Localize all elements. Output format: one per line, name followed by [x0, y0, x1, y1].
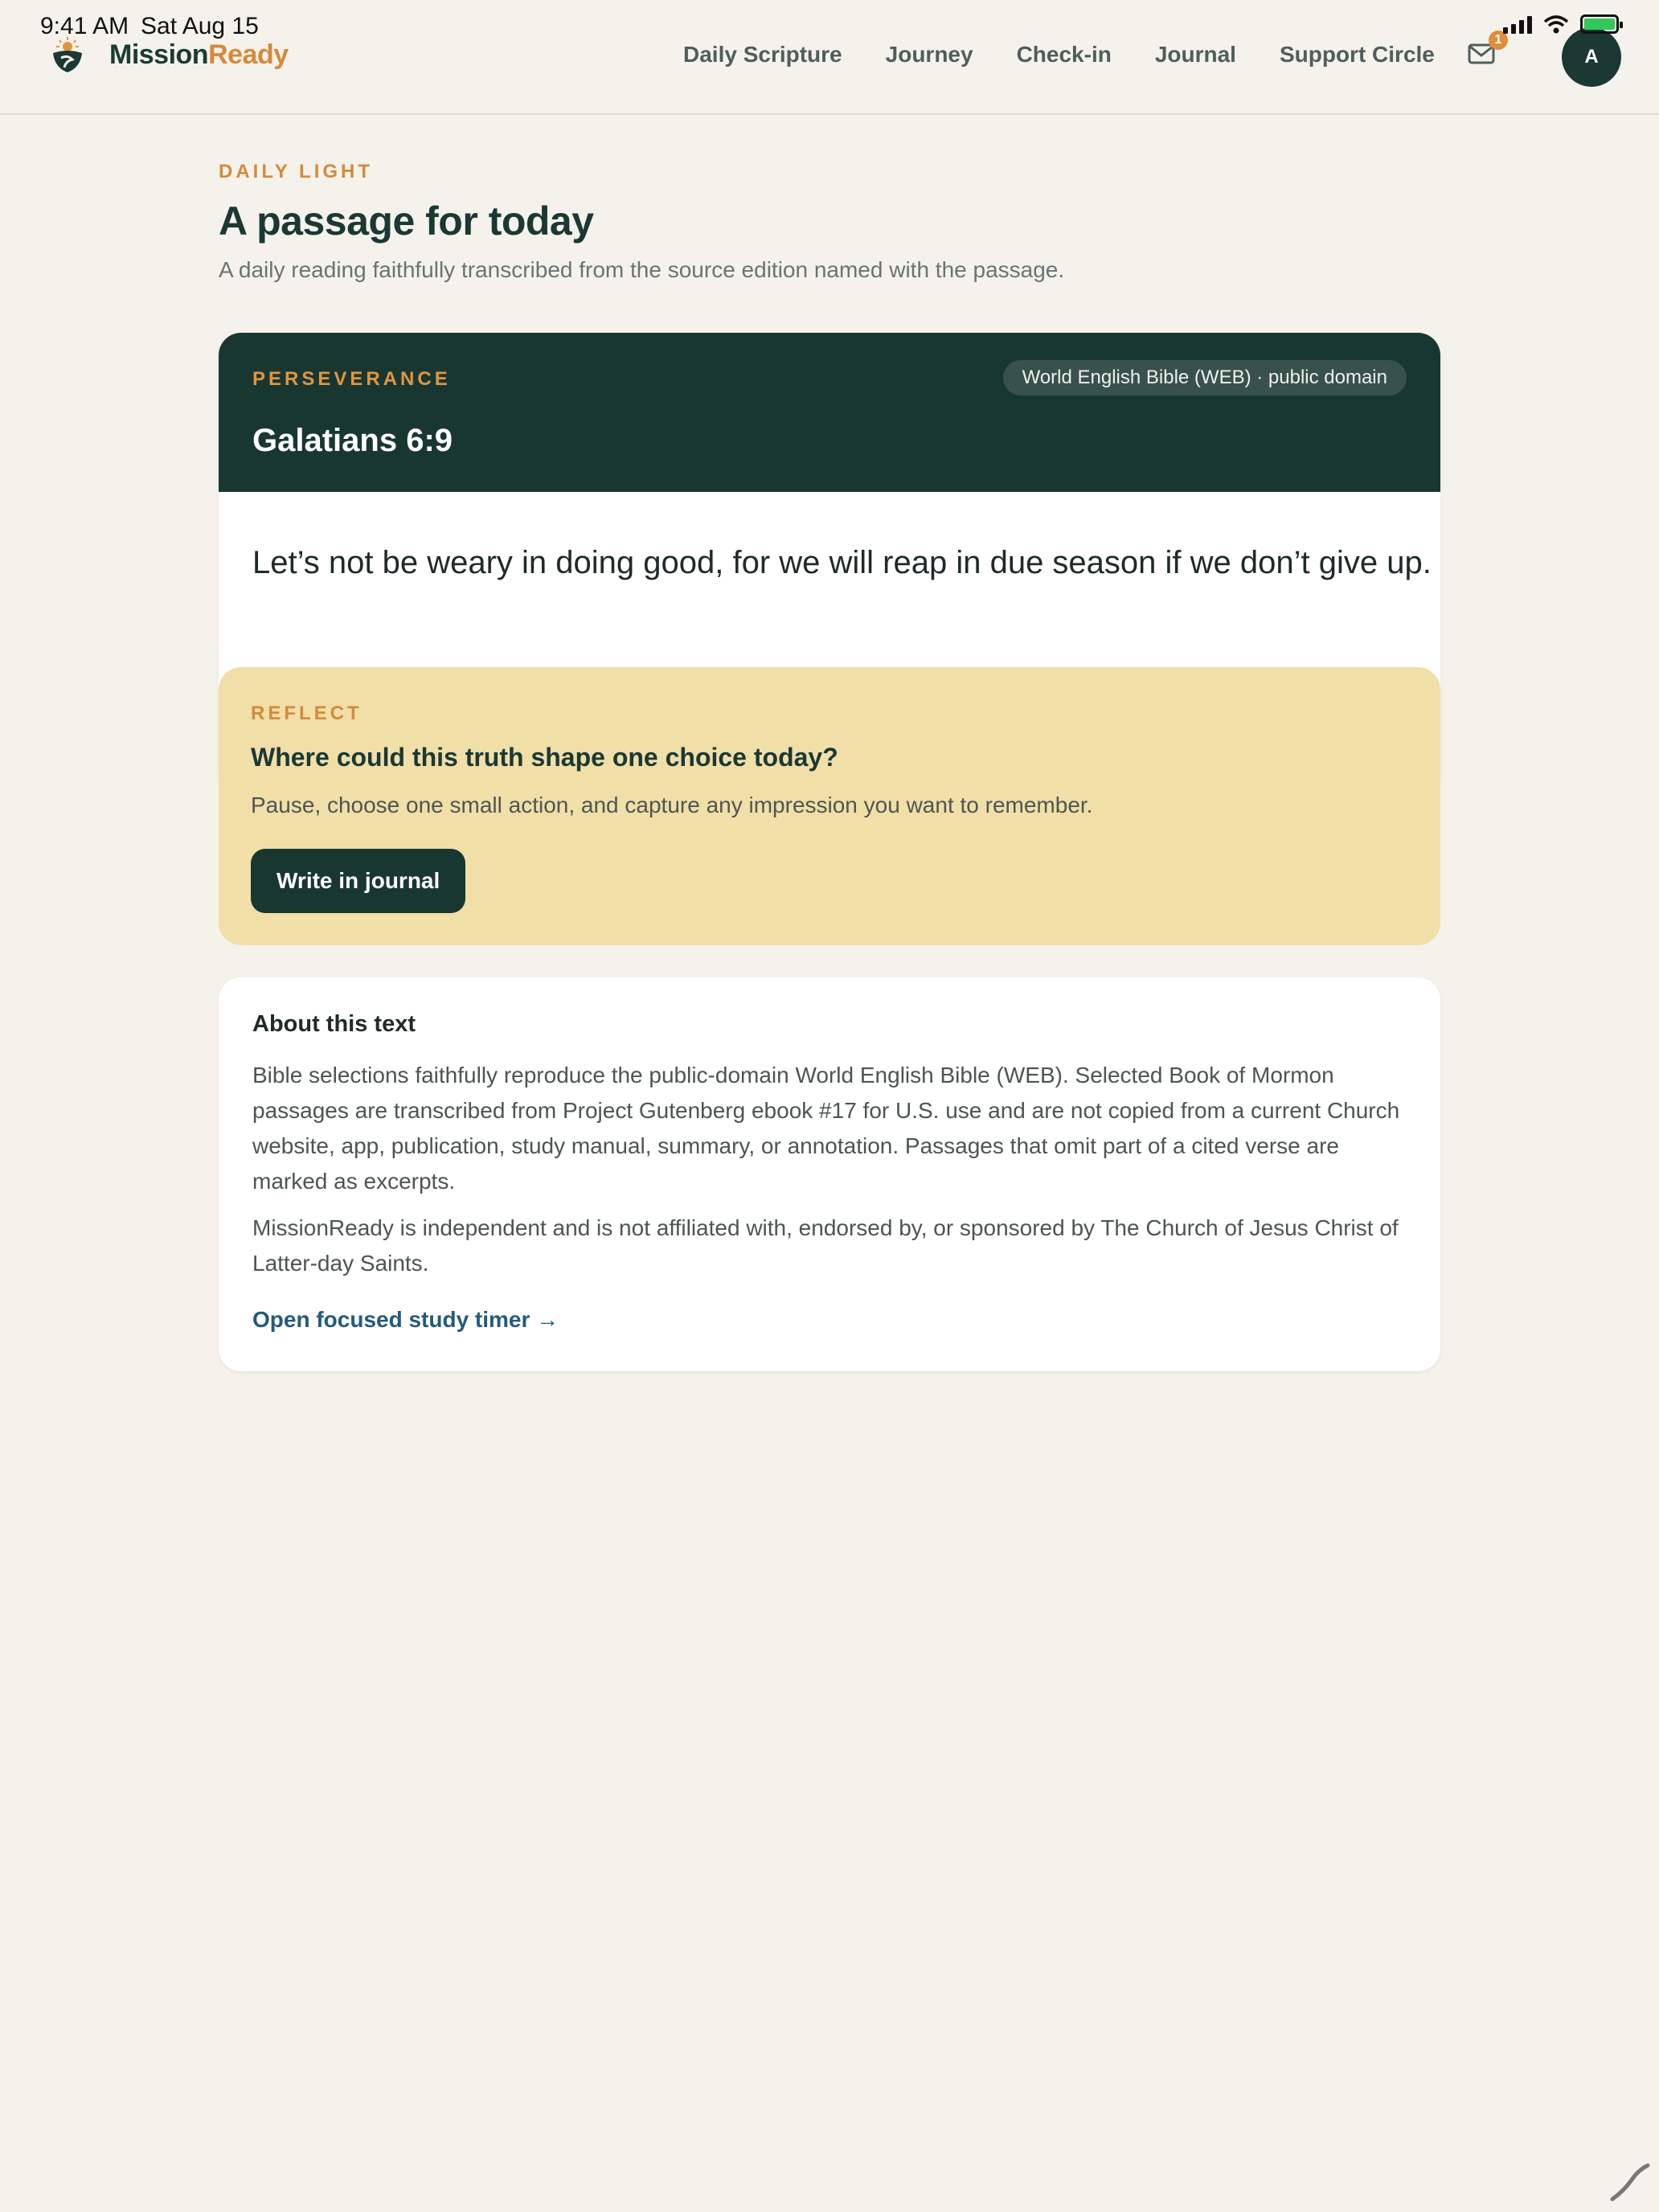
- page-eyebrow: DAILY LIGHT: [219, 161, 374, 182]
- passage-text: Let’s not be weary in doing good, for we will reap in due season if we don’t give up.: [252, 545, 1432, 580]
- passage-header: [219, 333, 1440, 492]
- battery-icon: [1580, 14, 1619, 34]
- avatar[interactable]: A: [1562, 27, 1621, 87]
- write-in-journal-button[interactable]: Write in journal: [251, 849, 465, 913]
- nav-journey[interactable]: Journey: [885, 42, 973, 67]
- pencil-scribble-icon: [1608, 2159, 1653, 2204]
- status-icons: [1503, 14, 1619, 34]
- nav-journal[interactable]: Journal: [1154, 42, 1236, 67]
- main-content: [219, 161, 1440, 1332]
- nav-daily-scripture[interactable]: Daily Scripture: [683, 42, 842, 67]
- about-title: About this text: [252, 1011, 416, 1037]
- status-date: Sat Aug 15: [141, 13, 259, 39]
- notification-badge: 1: [1489, 31, 1508, 50]
- about-card: [219, 977, 1440, 1371]
- reflect-eyebrow: REFLECT: [251, 703, 363, 724]
- status-time: 9:41 AM: [40, 13, 129, 39]
- study-timer-link[interactable]: Open focused study timer →: [252, 1307, 559, 1332]
- reflect-card: [219, 667, 1440, 945]
- nav-support-circle[interactable]: Support Circle: [1279, 42, 1435, 67]
- brand-name: MissionReady: [109, 39, 289, 70]
- about-paragraph-disclaimer: MissionReady is independent and is not affiliated with, endorsed by, or sponsored by The Church of Jesus Christ of Latter-day Saints.: [252, 1215, 1399, 1276]
- status-bar: [0, 0, 1659, 48]
- reflect-prompt: Pause, choose one small action, and capture any impression you want to remember.: [251, 793, 1093, 817]
- wifi-icon: [1543, 14, 1569, 34]
- nav-check-in[interactable]: Check-in: [1016, 42, 1112, 67]
- passage-reference: Galatians 6:9: [252, 423, 453, 458]
- source-badge: World English Bible (WEB) · public domain: [1003, 360, 1407, 395]
- about-paragraph-source: Bible selections faithfully reproduce the public-domain World English Bible (WEB). Selected Book of Mormon passages are transcribed from Project Gutenberg ebook #17 for U.S. use and are not copied from a current Church website, app, publication, study manual, summary, or annotation. Passages that omit part of a cited verse are marked as excerpts.: [252, 1063, 1400, 1194]
- page-subtitle: A daily reading faithfully transcribed from the source edition named with the passage.: [219, 257, 1065, 282]
- passage-theme: PERSEVERANCE: [252, 368, 451, 390]
- cellular-signal-icon: [1503, 14, 1532, 34]
- reflect-question: Where could this truth shape one choice today?: [251, 743, 838, 772]
- page-title: A passage for today: [219, 199, 594, 244]
